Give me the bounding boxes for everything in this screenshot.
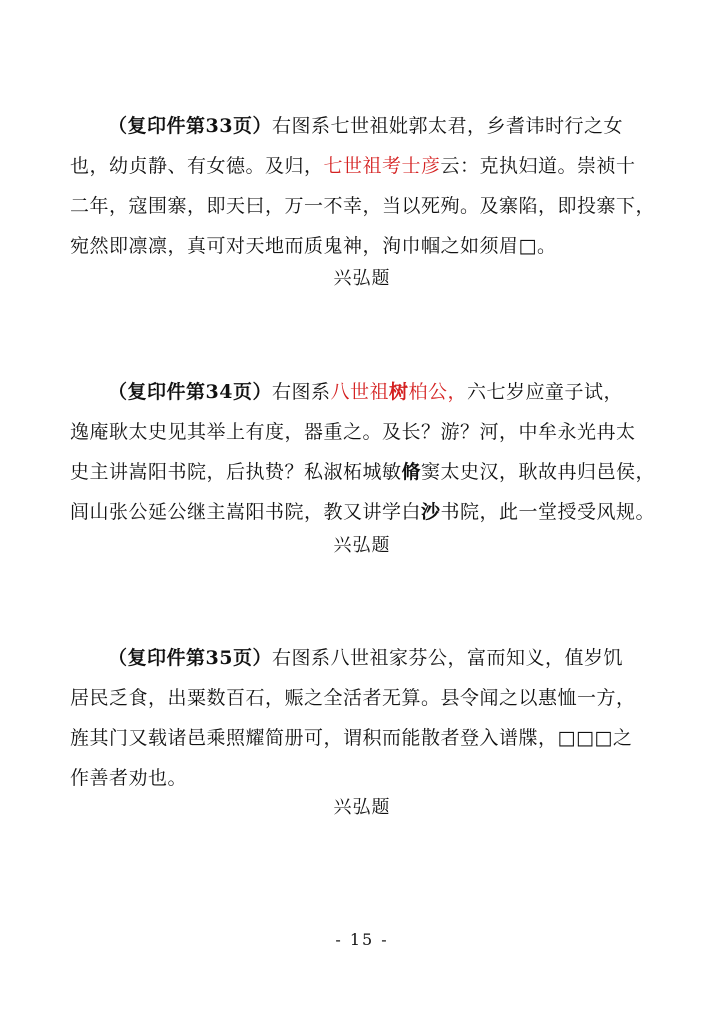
body-text: 右图系七世祖妣郭太君，乡耆讳时行之女 xyxy=(271,115,623,137)
section-33-signature: 兴弘题 xyxy=(333,268,391,289)
section-35-signature: 兴弘题 xyxy=(333,797,391,818)
section-33-line-1 xyxy=(70,106,670,146)
body-text: 脩 xyxy=(401,461,422,483)
section-34 xyxy=(70,372,670,532)
section-33-lead: （复印件第33页） xyxy=(108,115,272,137)
section-33 xyxy=(70,106,670,266)
section-34-signature: 兴弘题 xyxy=(333,535,391,556)
section-33-line-2 xyxy=(70,146,670,186)
body-text: 也，幼贞静、有女德。及归， xyxy=(70,155,324,177)
section-34-line-4 xyxy=(70,492,670,532)
body-text: 书院，此一堂授受风规。 xyxy=(440,501,656,523)
section-34-line-2 xyxy=(70,412,670,452)
highlighted-text: 七世祖考士彦 xyxy=(323,155,441,177)
body-text: 居民乏食，出粟数百石，赈之全活者无算。县令闻之以惠恤一方， xyxy=(70,687,636,709)
body-text: 二年，寇围寨，即天曰，万一不幸，当以死殉。及寨陷，即投寨下， xyxy=(70,195,656,217)
section-35-line-3 xyxy=(70,718,670,758)
section-34-line-3 xyxy=(70,452,670,492)
body-text: 云：克执妇道。崇祯十 xyxy=(440,155,636,177)
body-text: 闾山张公延公继主嵩阳书院，教又讲学白 xyxy=(70,501,422,523)
body-text: 史主讲嵩阳书院，后执贽？私淑柘城敏 xyxy=(70,461,402,483)
highlighted-text: 柏公， xyxy=(408,381,468,403)
section-34-line-1 xyxy=(70,372,670,412)
body-text: 窦太史汉，耿故冉归邑侯， xyxy=(421,461,656,483)
section-35-lead: （复印件第35页） xyxy=(108,647,272,669)
body-text: 沙 xyxy=(421,501,441,523)
body-text: 旌其门又载诸邑乘照耀简册可，谓积而能散者登入谱牒，□□□之 xyxy=(70,727,633,749)
section-35-line-1 xyxy=(70,638,670,678)
body-text: 右图系八世祖家芬公，富而知义，值岁饥 xyxy=(271,647,623,669)
body-text: 宛然即凛凛，真可对天地而质鬼神，洵巾帼之如须眉□。 xyxy=(70,235,557,257)
highlighted-text: 八世祖 xyxy=(330,381,389,403)
section-34-lead: （复印件第34页） xyxy=(108,381,272,403)
section-33-line-3 xyxy=(70,186,670,226)
page-number: - 15 - xyxy=(335,930,389,949)
body-text: 六七岁应童子试， xyxy=(467,381,624,403)
section-35-line-2 xyxy=(70,678,670,718)
body-text: 右图系 xyxy=(271,381,331,403)
section-35-line-4 xyxy=(70,758,670,798)
body-text: 作善者劝也。 xyxy=(70,767,188,789)
section-33-line-4 xyxy=(70,226,670,266)
section-35 xyxy=(70,638,670,798)
highlighted-text: 树 xyxy=(388,381,409,403)
body-text: 逸庵耿太史见其举上有度，器重之。及长？游？河，中牟永光冉太 xyxy=(70,421,636,443)
